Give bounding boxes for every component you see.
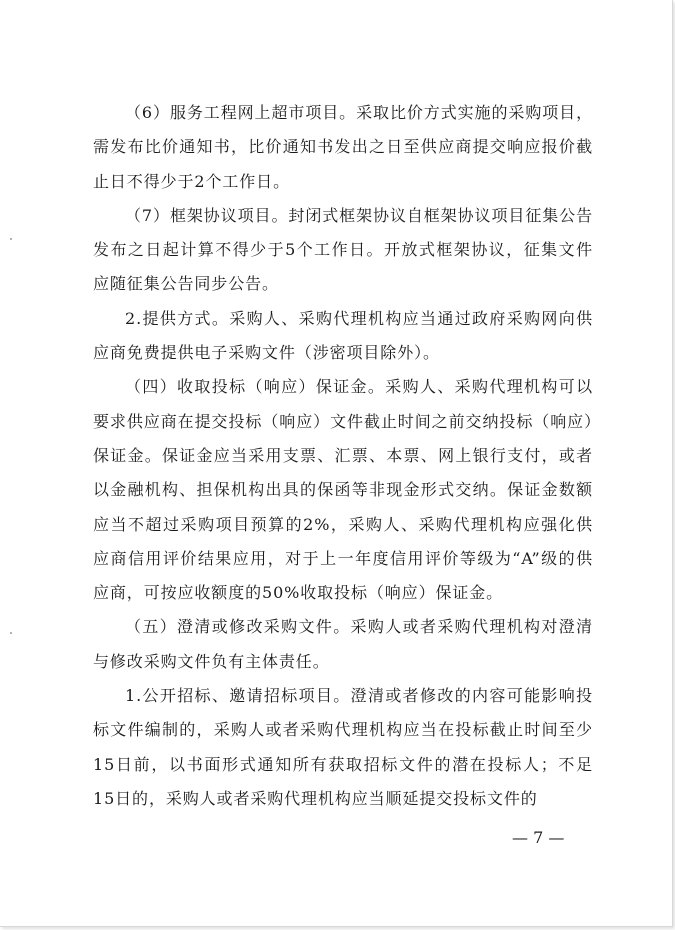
page-number: — 7 — <box>512 828 565 847</box>
margin-speck <box>10 238 12 240</box>
paragraph-bid-deposit: （四）收取投标（响应）保证金。采购人、采购代理机构可以要求供应商在提交投标（响应）文件截止时间之前交纳投标（响应）保证金。保证金应当采用支票、汇票、本票、网上银行支付，或者以金融机构、担保机构出具的保函等非现金形式交纳。保证金数额应当不超过采购项目预算的2%，采购人、采购代理机构应强化供应商信用评价结果应用，对于上一年度信用评价等级为“A”级的供应商，可按应收额度的50%收取投标（响应）保证金。 <box>93 377 593 603</box>
paragraph-framework-agreement: （7）框架协议项目。封闭式框架协议自框架协议项目征集公告发布之日起计算不得少于5个工作日。开放式框架协议，征集文件应随征集公告同步公告。 <box>93 205 593 294</box>
paragraph-provision-method: 2.提供方式。采购人、采购代理机构应当通过政府采购网向供应商免费提供电子采购文件（涉密项目除外）。 <box>93 308 593 363</box>
document-body <box>93 96 593 816</box>
paragraph-clarify-modify: （五）澄清或修改采购文件。采购人或者采购代理机构对澄清与修改采购文件负有主体责任。 <box>93 617 593 671</box>
paragraph-service-supermarket: （6）服务工程网上超市项目。采取比价方式实施的采购项目，需发布比价通知书，比价通知书发出之日至供应商提交响应报价截止日不得少于2个工作日。 <box>93 103 593 191</box>
margin-speck <box>10 632 12 634</box>
paragraph-public-tender: 1.公开招标、邀请招标项目。澄清或者修改的内容可能影响投标文件编制的，采购人或者采购代理机构应当在投标截止时间至少15日前，以书面形式通知所有获取招标文件的潜在投标人；不足15日的，采购人或者采购代理机构应当顺延提交投标文件的 <box>93 686 593 808</box>
